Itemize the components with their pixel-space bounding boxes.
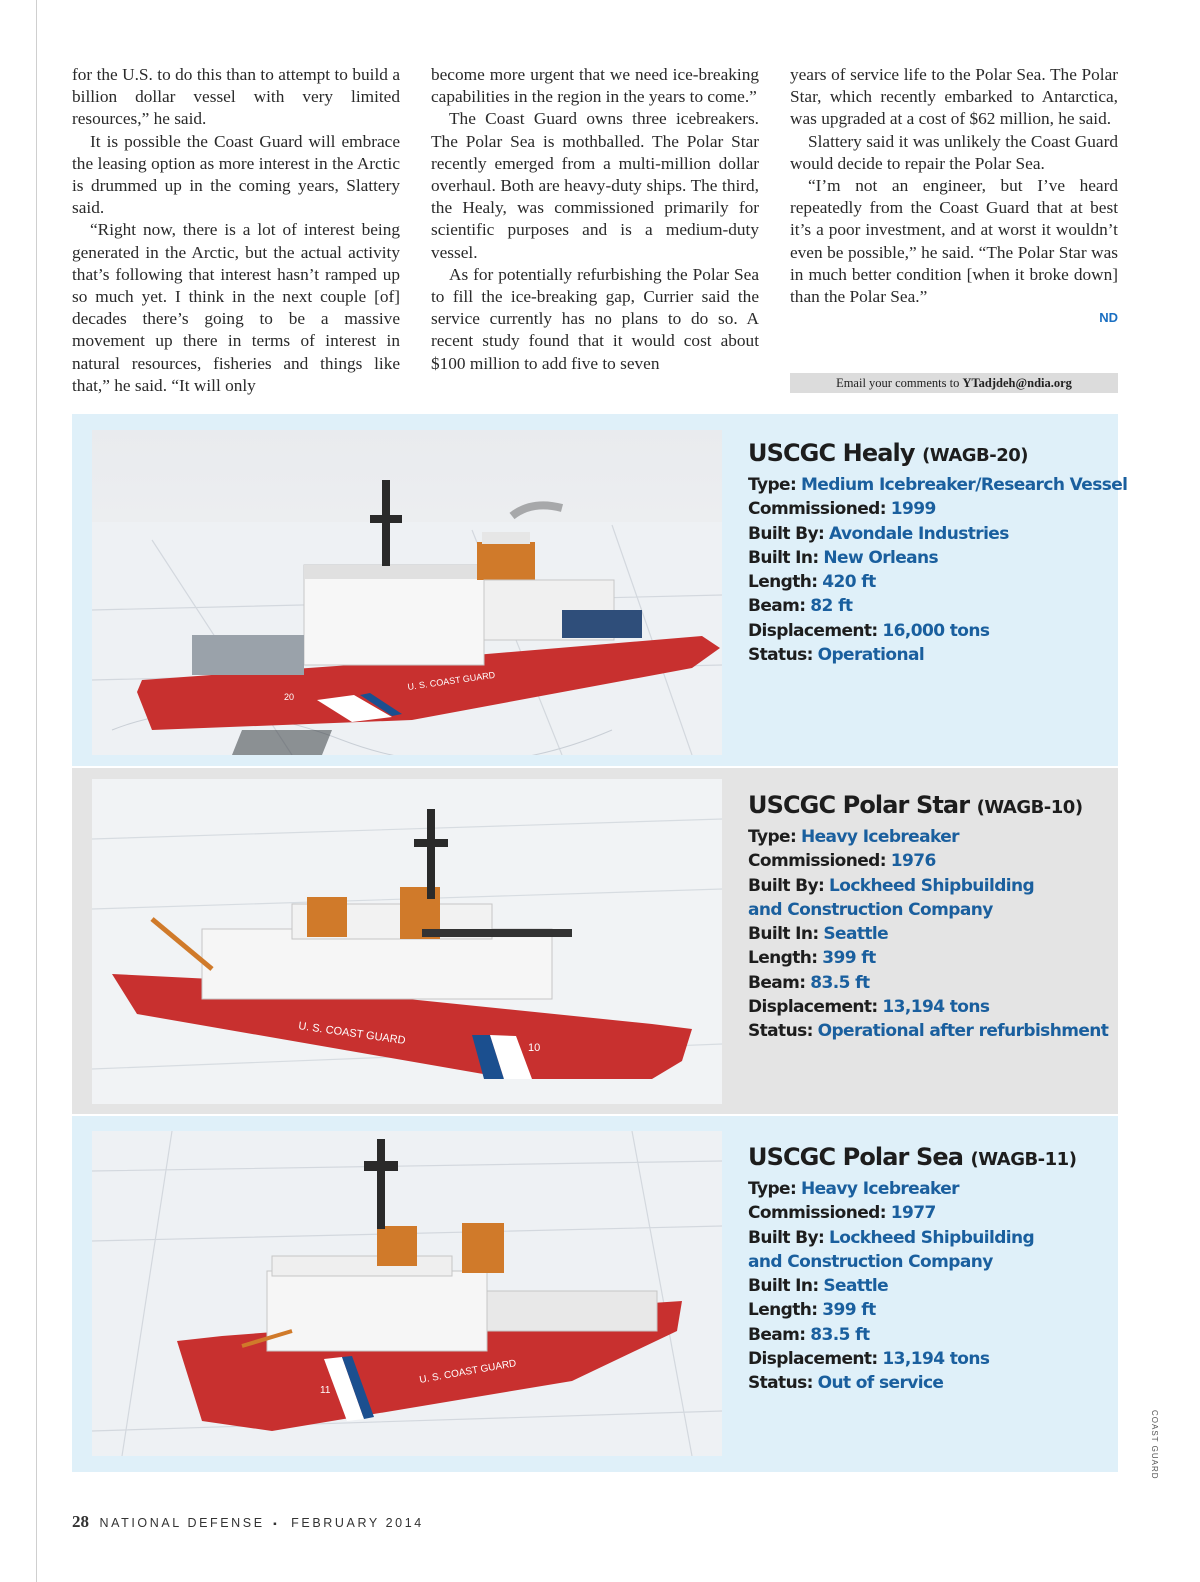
polar-sea-photo [92, 1131, 722, 1456]
spec-built-by-continued [748, 898, 1108, 922]
spec-commissioned [748, 497, 1108, 521]
polar-sea-specs [748, 1140, 1108, 1396]
photo-credit: COAST GUARD [1150, 1410, 1159, 1480]
spec-key: Built By: [748, 875, 825, 896]
spec-key: Built By: [748, 523, 825, 544]
spec-key: Displacement: [748, 620, 878, 641]
spec-key: Type: [748, 1179, 797, 1199]
spec-status [748, 1371, 1108, 1395]
spec-key: Displacement: [748, 1349, 878, 1370]
spec-key: Type: [748, 827, 797, 847]
spec-key: Status: [748, 645, 813, 666]
spec-value: Seattle [823, 924, 889, 945]
healy-ship-illustration [92, 430, 722, 755]
spec-value: 399 ft [822, 1300, 876, 1321]
polar-sea-painted-number: 11 [320, 1385, 331, 1396]
spec-value: Avondale Industries [829, 523, 1009, 544]
polar-sea-title [748, 1140, 1108, 1177]
spec-length [748, 946, 1108, 970]
polar-star-title [748, 788, 1108, 825]
spec-value: 1999 [890, 499, 936, 520]
spec-key: Type: [748, 475, 797, 495]
spec-displacement [748, 619, 1108, 643]
spec-length [748, 1298, 1108, 1322]
article-paragraph: “Right now, there is a lot of interest being generated in the Arctic, but the actual activity that’s following that interest hasn’t ramped up so much yet. I think in the next couple [of] decades there’s going to be a massive movement up there in terms of interest in natural resources, fisheries and things like that,” he said. “It will only [72, 220, 400, 395]
article-paragraph: become more urgent that we need ice-breaking capabilities in the region in the years to come.” [431, 65, 759, 107]
spec-key: Status: [748, 1373, 813, 1394]
spec-value: and Construction Company [748, 899, 993, 920]
spec-built-by [748, 1226, 1108, 1250]
spec-value: 13,194 tons [882, 1349, 990, 1370]
spec-value: 83.5 ft [810, 972, 870, 993]
spec-value: Operational [817, 645, 925, 666]
hull-designation: (WAGB-10) [976, 797, 1083, 818]
article-paragraph: The Coast Guard owns three icebreakers. The Polar Sea is mothballed. The Polar Star recently emerged from a multi-million dollar overhaul. Both are heavy-duty ships. The third, the Healy, was commissioned primarily for scientific purposes and is a medium-duty vessel. [431, 109, 759, 262]
spec-key: Beam: [748, 1324, 806, 1345]
spec-value: Heavy Icebreaker [800, 1179, 959, 1199]
article-paragraph: Slattery said it was unlikely the Coast Guard would decide to repair the Polar Sea. [790, 131, 1118, 173]
spec-value: 16,000 tons [882, 620, 990, 641]
spec-beam [748, 594, 1108, 618]
article-paragraph: It is possible the Coast Guard will embrace the leasing option as more interest in the Arctic is drummed up in the coming years, Slattery said. [72, 131, 400, 218]
issue-date: FEBRUARY 2014 [291, 1516, 424, 1530]
article-paragraph: years of service life to the Polar Sea. The Polar Star, which recently embarked to Antarctica, was upgraded at a cost of $62 million, he said. [790, 65, 1118, 129]
spec-built-by [748, 522, 1108, 546]
spec-key: Built By: [748, 1227, 825, 1248]
polar-sea-ship-illustration [92, 1131, 722, 1456]
spec-built-in [748, 1274, 1108, 1298]
spec-value: 1977 [890, 1203, 936, 1224]
spec-status [748, 643, 1108, 667]
ship-name: USCGC Polar Sea [748, 1143, 964, 1171]
spec-key: Built In: [748, 1276, 819, 1297]
healy-title [748, 436, 1108, 473]
spec-value: Lockheed Shipbuilding [829, 875, 1035, 896]
polar-sea-painted-name: U. S. COAST GUARD [418, 1358, 518, 1386]
article-end-mark: ND [1099, 310, 1118, 326]
article-column-1 [72, 64, 400, 397]
email-address-link[interactable]: YTadjdeh@ndia.org [962, 376, 1072, 390]
magazine-name: NATIONAL DEFENSE [99, 1516, 265, 1530]
spec-value: 13,194 tons [882, 997, 990, 1018]
spec-value: Medium Icebreaker/Research Vessel [800, 475, 1128, 495]
spec-value: Lockheed Shipbuilding [829, 1227, 1035, 1248]
spec-value: Seattle [823, 1276, 889, 1297]
polar-star-specs [748, 788, 1108, 1044]
spec-type [748, 825, 1108, 849]
spec-value: Heavy Icebreaker [800, 827, 959, 847]
email-prefix: Email your comments to [836, 376, 960, 390]
email-comments-bar [790, 373, 1118, 393]
ship-name: USCGC Polar Star [748, 791, 970, 819]
page-footer [72, 1512, 424, 1532]
article-paragraph: As for potentially refurbishing the Polar Sea to fill the ice-breaking gap, Currier said the service currently has no plans to do so. A recent study found that it would cost about $100 million to add five to seven [431, 264, 759, 373]
spec-value: and Construction Company [748, 1251, 993, 1272]
article-column-2 [431, 64, 759, 375]
spec-displacement [748, 1347, 1108, 1371]
healy-painted-name: U. S. COAST GUARD [406, 669, 496, 692]
footer-separator: ▪ [273, 1519, 277, 1530]
spec-status [748, 1019, 1108, 1043]
ship-panel-healy [72, 414, 1128, 766]
spec-length [748, 570, 1108, 594]
spec-built-by [748, 874, 1108, 898]
page-margin-rule [36, 0, 37, 1582]
spec-commissioned [748, 849, 1108, 873]
spec-beam [748, 1323, 1108, 1347]
polar-star-painted-number: 10 [528, 1042, 541, 1054]
spec-key: Commissioned: [748, 1203, 886, 1224]
spec-key: Status: [748, 1021, 813, 1042]
spec-key: Commissioned: [748, 499, 886, 520]
polar-star-photo [92, 779, 722, 1104]
spec-type [748, 473, 1128, 497]
hull-designation: (WAGB-20) [922, 445, 1029, 466]
ship-name: USCGC Healy [748, 439, 915, 467]
spec-value: 83.5 ft [810, 1324, 870, 1345]
hull-designation: (WAGB-11) [970, 1149, 1077, 1170]
polar-star-painted-name: U. S. COAST GUARD [297, 1020, 407, 1047]
spec-key: Commissioned: [748, 851, 886, 872]
spec-displacement [748, 995, 1108, 1019]
page-number: 28 [72, 1512, 89, 1531]
ship-panel-polar-star [72, 768, 1118, 1114]
healy-photo [92, 430, 722, 755]
spec-key: Length: [748, 1300, 818, 1321]
spec-value: Operational after refurbishment [817, 1021, 1109, 1042]
spec-value: 399 ft [822, 948, 876, 969]
spec-key: Beam: [748, 596, 806, 617]
ship-panel-polar-sea [72, 1116, 1118, 1472]
spec-value: 420 ft [822, 572, 876, 593]
spec-key: Built In: [748, 547, 819, 568]
spec-key: Beam: [748, 972, 806, 993]
spec-key: Built In: [748, 924, 819, 945]
spec-key: Length: [748, 572, 818, 593]
spec-value: 1976 [890, 851, 936, 872]
spec-built-in [748, 546, 1108, 570]
spec-type [748, 1177, 1108, 1201]
healy-specs [748, 436, 1128, 667]
spec-built-by-continued [748, 1250, 1108, 1274]
spec-value: 82 ft [810, 596, 853, 617]
spec-value: New Orleans [823, 547, 939, 568]
article-paragraph: “I’m not an engineer, but I’ve heard repeatedly from the Coast Guard that at best it’s a poor investment, and at worst it wouldn’t even be possible,” he said. “The Polar Star was in much better condition [when it broke down] than the Polar Sea.” [790, 176, 1118, 307]
article-column-3 [790, 64, 1118, 327]
spec-key: Length: [748, 948, 818, 969]
spec-key: Displacement: [748, 997, 878, 1018]
healy-painted-number: 20 [284, 692, 295, 702]
spec-built-in [748, 922, 1108, 946]
polar-star-ship-illustration [92, 779, 722, 1104]
spec-beam [748, 971, 1108, 995]
spec-value: Out of service [817, 1373, 944, 1394]
article-paragraph: for the U.S. to do this than to attempt to build a billion dollar vessel with very limited resources,” he said. [72, 65, 400, 129]
spec-commissioned [748, 1201, 1108, 1225]
